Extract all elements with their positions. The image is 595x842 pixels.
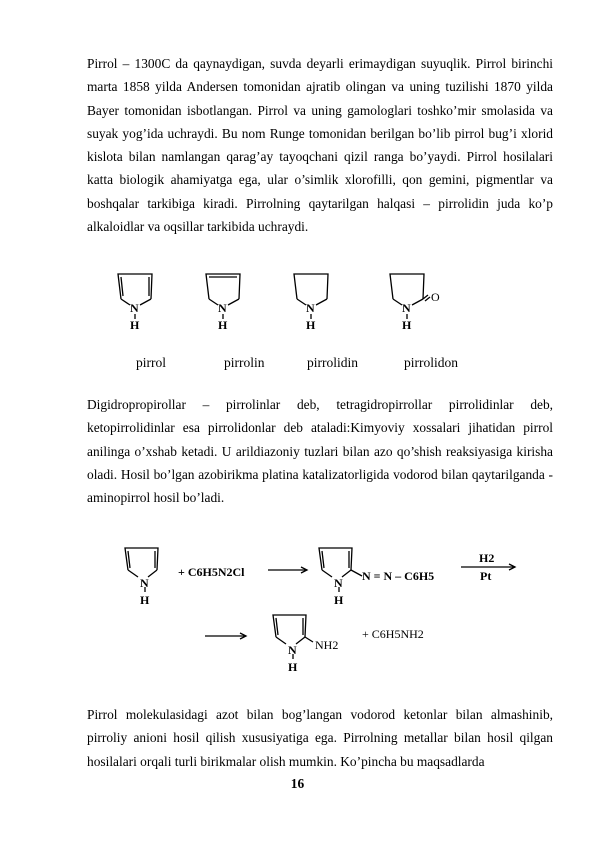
atom-h-pirrolidon: H <box>402 318 412 332</box>
atom-n-pirrolin: N <box>218 301 227 315</box>
atom-h-pirrolin: H <box>218 318 228 332</box>
atom-n-pirrolidon: N <box>402 301 411 315</box>
figure-pyrrole-structures <box>100 262 500 374</box>
atom-h-azo-product: H <box>334 593 344 607</box>
label-pirrolidin: pirrolidin <box>307 355 358 370</box>
label-pirrolin: pirrolin <box>224 355 265 370</box>
paragraph-pirrol-intro: Pirrol – 1300C da qaynaydigan, suvda deyarli erimaydigan suyuqlik. Pirrol birinchi marta 1858 yilda Andersen tomonidan ajratib olingan va uning tuzilishi 1870 yilda Bayer tomonidan isbotlangan. Pirrol va uning gamologlari toshko’mir smolasida va suyak yog’ida uchraydi. Bu nom Runge tomonidan berilgan bo’lib pirrol bug’i xlorid kislota bilan namlangan qarag’ay tayoqchani qizil ranga bo’yaydi. Pirrol hosilalari katta biologik ahamiyatga ega, ular o’simlik xlorofilli, qon gemini, pigmentlar va boshqalar tarkibiga kiradi. Pirrolning qaytarilgan halqasi – pirrolidin juda ko’p alkaloidlar va oqsillar tarkibida uchraydi. <box>87 56 553 235</box>
figure-azo-reaction <box>110 540 530 680</box>
atom-n-reactant: N <box>140 576 149 590</box>
reagent-phenyldiazonium: + C6H5N2Cl <box>178 565 245 579</box>
atom-n-pirrolidin: N <box>306 301 315 315</box>
paragraph-pirrolinlar: Digidropropirollar – pirrolinlar deb, tetragidropirrollar pirrolidinlar deb, ketopirrolidinlar esa pirrolidonlar deb ataladi:Kimyoviy xossalari jihatidan pirrol anilinga o’xshab ketadi. U arildiazoniy tuzlari bilan azo qo’shish reaksiyasiga kirisha oladi. Hosil bo’lgan azobirikma platina katalizatorligida vodorod bilan qaytarilganda -aminopirrol hosil bo’ladi. <box>87 397 553 506</box>
azo-group: N = N – C6H5 <box>362 569 435 583</box>
atom-n-pirrol: N <box>130 301 139 315</box>
amino-group: NH2 <box>315 638 339 652</box>
atom-h-amino-product: H <box>288 660 298 674</box>
label-pirrolidon: pirrolidon <box>404 355 458 370</box>
atom-n-amino-product: N <box>288 643 297 657</box>
atom-h-pirrol: H <box>130 318 140 332</box>
page-number: 16 <box>290 776 305 791</box>
label-pirrol: pirrol <box>136 355 166 370</box>
condition-pt: Pt <box>480 569 492 583</box>
atom-n-azo-product: N <box>334 576 343 590</box>
paragraph-pirrol-anion: Pirrol molekulasidagi azot bilan bog’langan vodorod ketonlar bilan almashinib, pirroliy anioni hosil qilish xususiyatiga ega. Pirrolning metallar bilan hosil qilgan hosilalari orqali turli birikmalar olish mumkin. Ko’pincha bu maqsadlarda <box>87 707 553 769</box>
atom-o-pirrolidon: O <box>431 290 440 304</box>
byproduct-aniline: + C6H5NH2 <box>362 627 424 641</box>
condition-h2: H2 <box>479 551 495 565</box>
atom-h-pirrolidin: H <box>306 318 316 332</box>
atom-h-reactant: H <box>140 593 150 607</box>
